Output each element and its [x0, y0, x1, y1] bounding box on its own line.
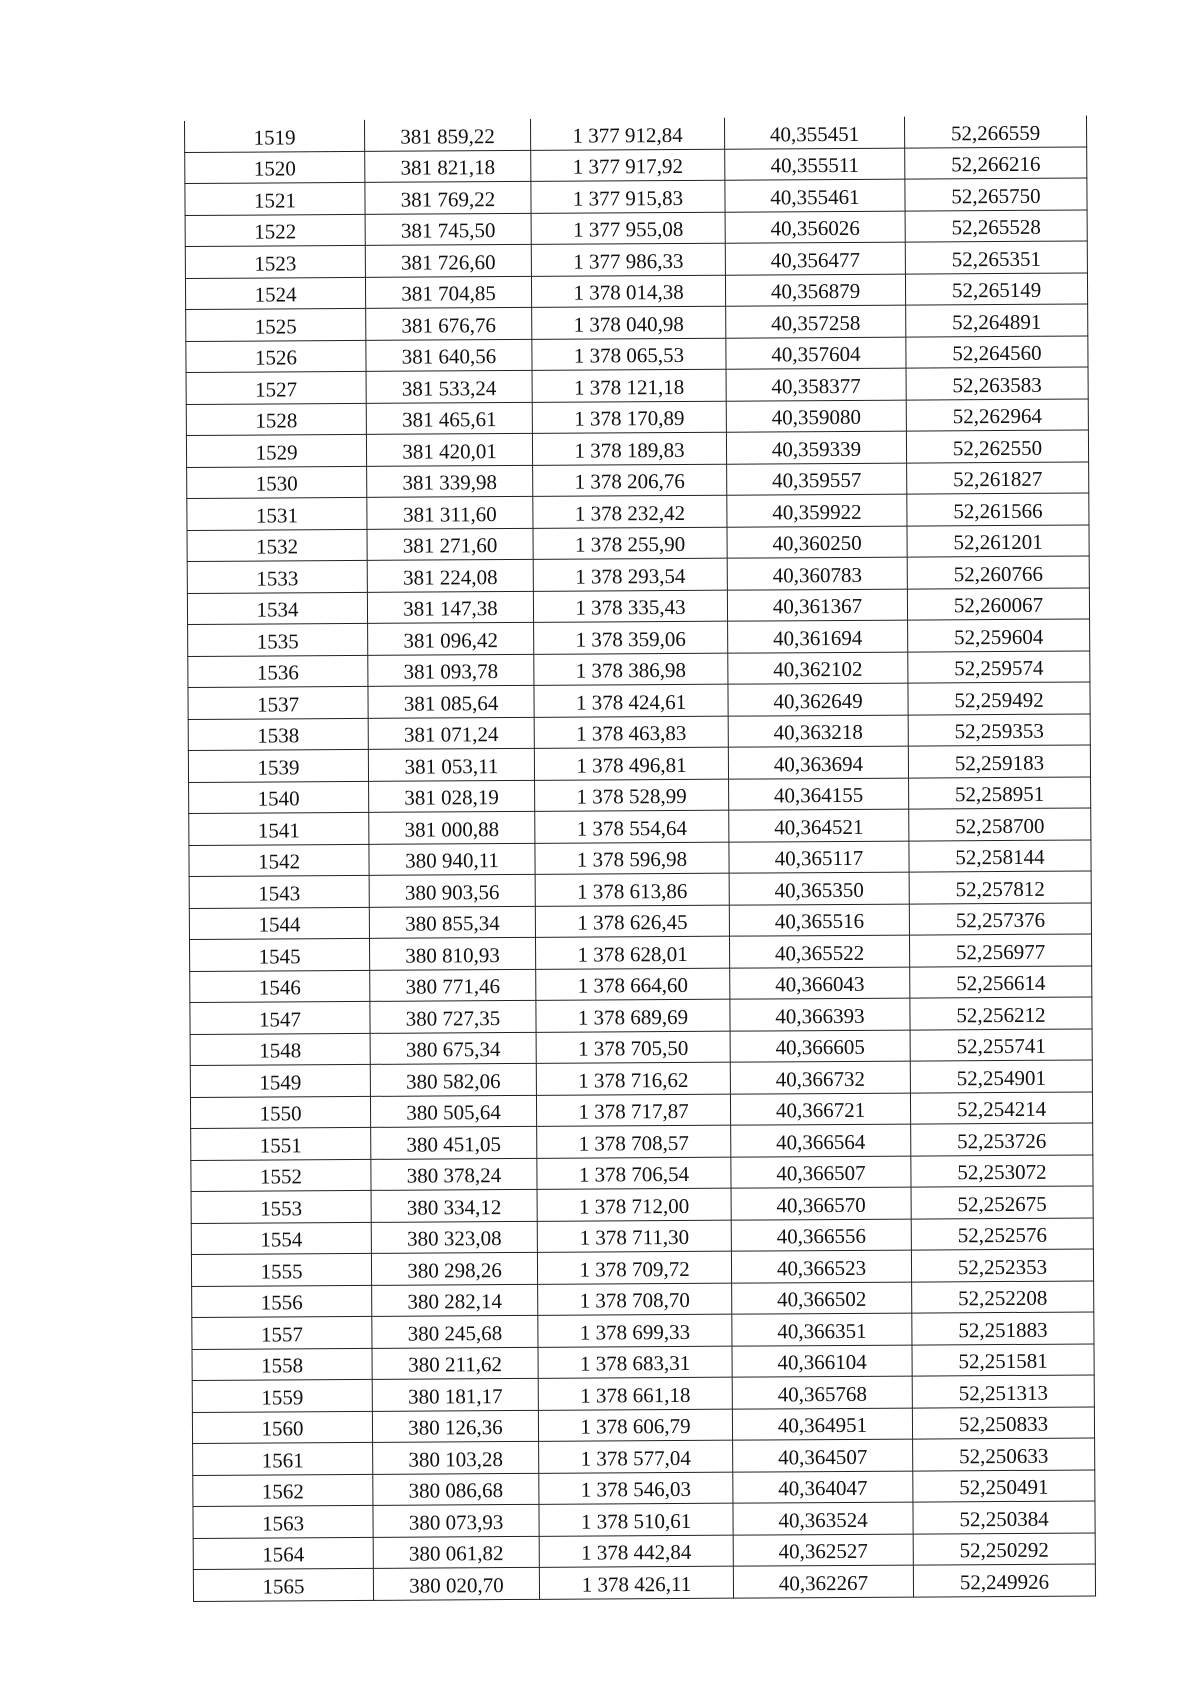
- point-number-cell: 1549: [190, 1064, 370, 1097]
- point-number-cell: 1555: [191, 1253, 371, 1286]
- latitude-cell: 40,365350: [729, 872, 909, 905]
- table-row: [188, 713, 1090, 750]
- x-coordinate-cell: 380 298,26: [371, 1252, 537, 1285]
- table-row: [186, 430, 1088, 467]
- point-number-cell: 1554: [191, 1222, 371, 1255]
- table-row: [192, 1343, 1094, 1380]
- longitude-cell: 52,256614: [910, 965, 1092, 998]
- table-row: [187, 461, 1089, 498]
- longitude-cell: 52,266216: [905, 146, 1087, 179]
- point-number-cell: 1533: [187, 560, 367, 593]
- longitude-cell: 52,259492: [908, 682, 1090, 715]
- table-row: [184, 115, 1086, 152]
- table-row: [185, 178, 1087, 215]
- x-coordinate-cell: 380 378,24: [371, 1158, 537, 1191]
- table-row: [193, 1532, 1095, 1569]
- table-row: [189, 839, 1091, 876]
- point-number-cell: 1521: [185, 182, 365, 215]
- y-coordinate-cell: 1 378 121,18: [532, 369, 726, 402]
- latitude-cell: 40,358377: [726, 368, 906, 401]
- latitude-cell: 40,355511: [725, 148, 905, 181]
- latitude-cell: 40,365516: [729, 904, 909, 937]
- y-coordinate-cell: 1 378 664,60: [536, 968, 730, 1001]
- y-coordinate-cell: 1 377 912,84: [530, 118, 724, 150]
- y-coordinate-cell: 1 378 189,83: [532, 432, 726, 465]
- x-coordinate-cell: 380 675,34: [370, 1032, 536, 1065]
- latitude-cell: 40,366564: [731, 1124, 911, 1157]
- point-number-cell: 1553: [191, 1190, 371, 1223]
- latitude-cell: 40,366721: [730, 1093, 910, 1126]
- x-coordinate-cell: 381 769,22: [365, 181, 531, 214]
- table-row: [188, 682, 1090, 719]
- latitude-cell: 40,366507: [731, 1156, 911, 1189]
- y-coordinate-cell: 1 378 596,98: [535, 842, 729, 875]
- y-coordinate-cell: 1 378 717,87: [536, 1094, 730, 1127]
- table-row: [193, 1469, 1095, 1506]
- longitude-cell: 52,258700: [909, 808, 1091, 841]
- latitude-cell: 40,360250: [727, 526, 907, 559]
- longitude-cell: 52,258144: [909, 839, 1091, 872]
- table-row: [192, 1406, 1094, 1443]
- longitude-cell: 52,250633: [913, 1438, 1095, 1471]
- longitude-cell: 52,250292: [913, 1532, 1095, 1565]
- longitude-cell: 52,260766: [907, 556, 1089, 589]
- longitude-cell: 52,261827: [907, 461, 1089, 494]
- table-row: [185, 146, 1087, 183]
- table-row: [188, 745, 1090, 782]
- point-number-cell: 1551: [191, 1127, 371, 1160]
- point-number-cell: 1559: [192, 1379, 372, 1412]
- x-coordinate-cell: 381 676,76: [366, 307, 532, 340]
- latitude-cell: 40,366043: [730, 967, 910, 1000]
- x-coordinate-cell: 381 726,60: [365, 244, 531, 277]
- point-number-cell: 1563: [193, 1505, 373, 1538]
- point-number-cell: 1537: [188, 686, 368, 719]
- latitude-cell: 40,365768: [732, 1376, 912, 1409]
- x-coordinate-cell: 380 771,46: [370, 969, 536, 1002]
- table-row: [188, 650, 1090, 687]
- coordinates-table: [184, 115, 1096, 1601]
- y-coordinate-cell: 1 377 955,08: [531, 212, 725, 245]
- table-row: [185, 209, 1087, 246]
- y-coordinate-cell: 1 378 463,83: [534, 716, 728, 749]
- table-row: [191, 1154, 1093, 1191]
- point-number-cell: 1544: [189, 907, 369, 940]
- latitude-cell: 40,365117: [729, 841, 909, 874]
- x-coordinate-cell: 380 727,35: [370, 1000, 536, 1033]
- latitude-cell: 40,356026: [725, 211, 905, 244]
- point-number-cell: 1527: [186, 371, 366, 404]
- point-number-cell: 1528: [186, 403, 366, 436]
- table-row: [191, 1249, 1093, 1286]
- point-number-cell: 1529: [186, 434, 366, 467]
- y-coordinate-cell: 1 378 510,61: [539, 1503, 733, 1536]
- longitude-cell: 52,265149: [905, 272, 1087, 305]
- x-coordinate-cell: 380 245,68: [372, 1315, 538, 1348]
- longitude-cell: 52,265351: [905, 241, 1087, 274]
- longitude-cell: 52,250833: [912, 1406, 1094, 1439]
- longitude-cell: 52,256212: [910, 997, 1092, 1030]
- point-number-cell: 1547: [190, 1001, 370, 1034]
- point-number-cell: 1560: [192, 1411, 372, 1444]
- latitude-cell: 40,366732: [730, 1061, 910, 1094]
- point-number-cell: 1543: [189, 875, 369, 908]
- table-row: [186, 398, 1088, 435]
- longitude-cell: 52,250491: [913, 1469, 1095, 1502]
- latitude-cell: 40,359557: [727, 463, 907, 496]
- x-coordinate-cell: 380 211,62: [372, 1347, 538, 1380]
- table-row: [190, 997, 1092, 1034]
- latitude-cell: 40,362102: [728, 652, 908, 685]
- y-coordinate-cell: 1 378 442,84: [539, 1535, 733, 1568]
- point-number-cell: 1532: [187, 529, 367, 562]
- x-coordinate-cell: 380 582,06: [370, 1063, 536, 1096]
- point-number-cell: 1524: [185, 277, 365, 310]
- table-row: [189, 871, 1091, 908]
- longitude-cell: 52,252353: [911, 1249, 1093, 1282]
- longitude-cell: 52,257376: [909, 902, 1091, 935]
- y-coordinate-cell: 1 378 554,64: [535, 810, 729, 843]
- longitude-cell: 52,253726: [911, 1123, 1093, 1156]
- y-coordinate-cell: 1 378 628,01: [535, 936, 729, 969]
- latitude-cell: 40,362649: [728, 683, 908, 716]
- x-coordinate-cell: 380 126,36: [372, 1410, 538, 1443]
- table-row: [187, 524, 1089, 561]
- table-row: [189, 776, 1091, 813]
- point-number-cell: 1535: [188, 623, 368, 656]
- longitude-cell: 52,251581: [912, 1343, 1094, 1376]
- y-coordinate-cell: 1 378 206,76: [533, 464, 727, 497]
- y-coordinate-cell: 1 378 232,42: [533, 495, 727, 528]
- latitude-cell: 40,356879: [725, 274, 905, 307]
- y-coordinate-cell: 1 378 170,89: [532, 401, 726, 434]
- point-number-cell: 1564: [193, 1537, 373, 1570]
- y-coordinate-cell: 1 378 709,72: [537, 1251, 731, 1284]
- longitude-cell: 52,257812: [909, 871, 1091, 904]
- x-coordinate-cell: 380 334,12: [371, 1189, 537, 1222]
- longitude-cell: 52,261201: [907, 524, 1089, 557]
- x-coordinate-cell: 380 903,56: [369, 874, 535, 907]
- longitude-cell: 52,259183: [908, 745, 1090, 778]
- longitude-cell: 52,265750: [905, 178, 1087, 211]
- x-coordinate-cell: 380 103,28: [373, 1441, 539, 1474]
- y-coordinate-cell: 1 378 711,30: [537, 1220, 731, 1253]
- longitude-cell: 52,262964: [906, 398, 1088, 431]
- x-coordinate-cell: 381 093,78: [368, 654, 534, 687]
- y-coordinate-cell: 1 378 683,31: [538, 1346, 732, 1379]
- table-row: [190, 1060, 1092, 1097]
- point-number-cell: 1536: [188, 655, 368, 688]
- point-number-cell: 1545: [189, 938, 369, 971]
- latitude-cell: 40,357258: [726, 305, 906, 338]
- point-number-cell: 1556: [192, 1285, 372, 1318]
- x-coordinate-cell: 381 096,42: [368, 622, 534, 655]
- x-coordinate-cell: 381 085,64: [368, 685, 534, 718]
- latitude-cell: 40,366556: [731, 1219, 911, 1252]
- table-row: [192, 1375, 1094, 1412]
- table-row: [185, 241, 1087, 278]
- longitude-cell: 52,252208: [912, 1280, 1094, 1313]
- x-coordinate-cell: 380 810,93: [369, 937, 535, 970]
- x-coordinate-cell: 380 181,17: [372, 1378, 538, 1411]
- latitude-cell: 40,366104: [732, 1345, 912, 1378]
- latitude-cell: 40,359080: [726, 400, 906, 433]
- latitude-cell: 40,364047: [733, 1471, 913, 1504]
- latitude-cell: 40,366605: [730, 1030, 910, 1063]
- table-row: [193, 1501, 1095, 1538]
- latitude-cell: 40,366570: [731, 1187, 911, 1220]
- point-number-cell: 1531: [187, 497, 367, 530]
- y-coordinate-cell: 1 378 359,06: [534, 621, 728, 654]
- table-row: [187, 493, 1089, 530]
- x-coordinate-cell: 381 147,38: [367, 591, 533, 624]
- latitude-cell: 40,355451: [724, 117, 904, 149]
- latitude-cell: 40,364507: [733, 1439, 913, 1472]
- table-row: [190, 1091, 1092, 1128]
- point-number-cell: 1523: [185, 245, 365, 278]
- longitude-cell: 52,260067: [907, 587, 1089, 620]
- latitude-cell: 40,361367: [727, 589, 907, 622]
- y-coordinate-cell: 1 378 699,33: [538, 1314, 732, 1347]
- x-coordinate-cell: 380 855,34: [369, 906, 535, 939]
- point-number-cell: 1522: [185, 214, 365, 247]
- y-coordinate-cell: 1 378 424,61: [534, 684, 728, 717]
- table-row: [187, 587, 1089, 624]
- longitude-cell: 52,265528: [905, 209, 1087, 242]
- y-coordinate-cell: 1 377 917,92: [531, 149, 725, 182]
- latitude-cell: 40,364155: [729, 778, 909, 811]
- point-number-cell: 1558: [192, 1348, 372, 1381]
- y-coordinate-cell: 1 378 293,54: [533, 558, 727, 591]
- longitude-cell: 52,262550: [906, 430, 1088, 463]
- y-coordinate-cell: 1 377 986,33: [531, 243, 725, 276]
- y-coordinate-cell: 1 378 496,81: [534, 747, 728, 780]
- longitude-cell: 52,264891: [906, 304, 1088, 337]
- y-coordinate-cell: 1 378 708,57: [537, 1125, 731, 1158]
- longitude-cell: 52,263583: [906, 367, 1088, 400]
- table-row: [191, 1186, 1093, 1223]
- x-coordinate-cell: 381 821,18: [365, 150, 531, 183]
- y-coordinate-cell: 1 378 712,00: [537, 1188, 731, 1221]
- x-coordinate-cell: 381 420,01: [366, 433, 532, 466]
- y-coordinate-cell: 1 378 606,79: [538, 1409, 732, 1442]
- latitude-cell: 40,366351: [732, 1313, 912, 1346]
- longitude-cell: 52,252576: [911, 1217, 1093, 1250]
- x-coordinate-cell: 381 465,61: [366, 402, 532, 435]
- y-coordinate-cell: 1 378 626,45: [535, 905, 729, 938]
- longitude-cell: 52,249926: [913, 1564, 1095, 1597]
- point-number-cell: 1538: [188, 718, 368, 751]
- y-coordinate-cell: 1 378 661,18: [538, 1377, 732, 1410]
- y-coordinate-cell: 1 378 255,90: [533, 527, 727, 560]
- x-coordinate-cell: 380 020,70: [373, 1567, 539, 1600]
- latitude-cell: 40,356477: [725, 242, 905, 275]
- x-coordinate-cell: 381 311,60: [367, 496, 533, 529]
- point-number-cell: 1562: [193, 1474, 373, 1507]
- table-row: [193, 1438, 1095, 1475]
- table-row: [191, 1123, 1093, 1160]
- y-coordinate-cell: 1 378 040,98: [532, 306, 726, 339]
- y-coordinate-cell: 1 378 708,70: [538, 1283, 732, 1316]
- point-number-cell: 1552: [191, 1159, 371, 1192]
- longitude-cell: 52,259353: [908, 713, 1090, 746]
- x-coordinate-cell: 380 282,14: [372, 1284, 538, 1317]
- point-number-cell: 1557: [192, 1316, 372, 1349]
- y-coordinate-cell: 1 378 426,11: [539, 1566, 733, 1599]
- y-coordinate-cell: 1 378 546,03: [539, 1472, 733, 1505]
- latitude-cell: 40,365522: [729, 935, 909, 968]
- longitude-cell: 52,259604: [908, 619, 1090, 652]
- table-row: [191, 1217, 1093, 1254]
- y-coordinate-cell: 1 378 528,99: [535, 779, 729, 812]
- longitude-cell: 52,255741: [910, 1028, 1092, 1061]
- y-coordinate-cell: 1 378 386,98: [534, 653, 728, 686]
- latitude-cell: 40,363524: [733, 1502, 913, 1535]
- latitude-cell: 40,355461: [725, 179, 905, 212]
- point-number-cell: 1541: [189, 812, 369, 845]
- x-coordinate-cell: 381 704,85: [365, 276, 531, 309]
- coordinates-table-body: [184, 115, 1095, 1600]
- latitude-cell: 40,360783: [727, 557, 907, 590]
- x-coordinate-cell: 380 323,08: [371, 1221, 537, 1254]
- table-row: [185, 272, 1087, 309]
- y-coordinate-cell: 1 378 065,53: [532, 338, 726, 371]
- point-number-cell: 1534: [187, 592, 367, 625]
- x-coordinate-cell: 381 339,98: [367, 465, 533, 498]
- table-row: [193, 1564, 1095, 1601]
- x-coordinate-cell: 381 533,24: [366, 370, 532, 403]
- y-coordinate-cell: 1 378 577,04: [539, 1440, 733, 1473]
- x-coordinate-cell: 381 053,11: [368, 748, 534, 781]
- latitude-cell: 40,359922: [727, 494, 907, 527]
- y-coordinate-cell: 1 378 705,50: [536, 1031, 730, 1064]
- y-coordinate-cell: 1 378 689,69: [536, 999, 730, 1032]
- x-coordinate-cell: 381 224,08: [367, 559, 533, 592]
- point-number-cell: 1520: [185, 151, 365, 184]
- point-number-cell: 1530: [187, 466, 367, 499]
- table-row: [186, 367, 1088, 404]
- table-row: [189, 902, 1091, 939]
- x-coordinate-cell: 381 000,88: [369, 811, 535, 844]
- point-number-cell: 1539: [188, 749, 368, 782]
- table-row: [190, 965, 1092, 1002]
- y-coordinate-cell: 1 377 915,83: [531, 180, 725, 213]
- point-number-cell: 1542: [189, 844, 369, 877]
- x-coordinate-cell: 381 028,19: [369, 780, 535, 813]
- x-coordinate-cell: 381 859,22: [364, 119, 530, 151]
- x-coordinate-cell: 380 086,68: [373, 1473, 539, 1506]
- x-coordinate-cell: 381 271,60: [367, 528, 533, 561]
- y-coordinate-cell: 1 378 613,86: [535, 873, 729, 906]
- x-coordinate-cell: 381 071,24: [368, 717, 534, 750]
- latitude-cell: 40,366393: [730, 998, 910, 1031]
- x-coordinate-cell: 381 640,56: [366, 339, 532, 372]
- point-number-cell: 1540: [189, 781, 369, 814]
- x-coordinate-cell: 380 073,93: [373, 1504, 539, 1537]
- longitude-cell: 52,264560: [906, 335, 1088, 368]
- x-coordinate-cell: 380 940,11: [369, 843, 535, 876]
- latitude-cell: 40,363694: [728, 746, 908, 779]
- latitude-cell: 40,362527: [733, 1534, 913, 1567]
- longitude-cell: 52,251883: [912, 1312, 1094, 1345]
- point-number-cell: 1519: [184, 120, 364, 152]
- point-number-cell: 1548: [190, 1033, 370, 1066]
- point-number-cell: 1546: [190, 970, 370, 1003]
- latitude-cell: 40,366502: [732, 1282, 912, 1315]
- longitude-cell: 52,252675: [911, 1186, 1093, 1219]
- table-row: [189, 808, 1091, 845]
- table-row: [192, 1312, 1094, 1349]
- longitude-cell: 52,251313: [912, 1375, 1094, 1408]
- longitude-cell: 52,258951: [909, 776, 1091, 809]
- latitude-cell: 40,363218: [728, 715, 908, 748]
- y-coordinate-cell: 1 378 716,62: [536, 1062, 730, 1095]
- point-number-cell: 1526: [186, 340, 366, 373]
- table-row: [190, 1028, 1092, 1065]
- longitude-cell: 52,250384: [913, 1501, 1095, 1534]
- y-coordinate-cell: 1 378 014,38: [531, 275, 725, 308]
- latitude-cell: 40,357604: [726, 337, 906, 370]
- table-row: [188, 619, 1090, 656]
- point-number-cell: 1550: [190, 1096, 370, 1129]
- table-row: [189, 934, 1091, 971]
- point-number-cell: 1565: [193, 1568, 373, 1601]
- x-coordinate-cell: 380 451,05: [371, 1126, 537, 1159]
- latitude-cell: 40,364521: [729, 809, 909, 842]
- latitude-cell: 40,366523: [731, 1250, 911, 1283]
- latitude-cell: 40,364951: [732, 1408, 912, 1441]
- table-row: [186, 335, 1088, 372]
- latitude-cell: 40,362267: [733, 1565, 913, 1598]
- y-coordinate-cell: 1 378 706,54: [537, 1157, 731, 1190]
- y-coordinate-cell: 1 378 335,43: [533, 590, 727, 623]
- longitude-cell: 52,253072: [911, 1154, 1093, 1187]
- latitude-cell: 40,361694: [728, 620, 908, 653]
- longitude-cell: 52,259574: [908, 650, 1090, 683]
- longitude-cell: 52,256977: [909, 934, 1091, 967]
- longitude-cell: 52,254214: [910, 1091, 1092, 1124]
- table-row: [192, 1280, 1094, 1317]
- x-coordinate-cell: 381 745,50: [365, 213, 531, 246]
- latitude-cell: 40,359339: [726, 431, 906, 464]
- longitude-cell: 52,266559: [904, 115, 1086, 147]
- longitude-cell: 52,254901: [910, 1060, 1092, 1093]
- point-number-cell: 1561: [193, 1442, 373, 1475]
- point-number-cell: 1525: [186, 308, 366, 341]
- table-row: [187, 556, 1089, 593]
- x-coordinate-cell: 380 061,82: [373, 1536, 539, 1569]
- x-coordinate-cell: 380 505,64: [370, 1095, 536, 1128]
- table-row: [186, 304, 1088, 341]
- longitude-cell: 52,261566: [907, 493, 1089, 526]
